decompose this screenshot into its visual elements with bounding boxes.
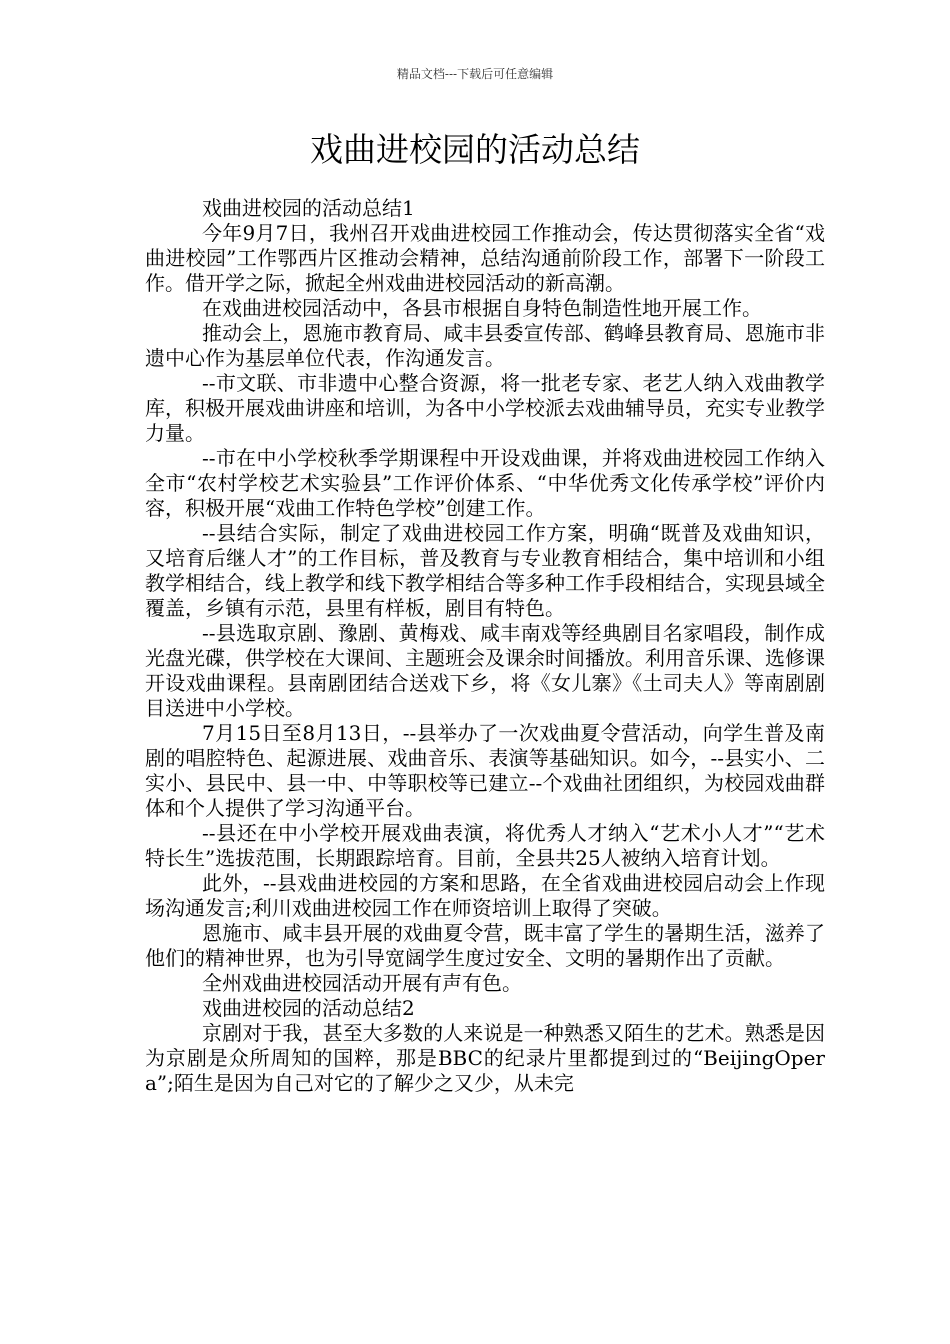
paragraph: 今年9月7日，我州召开戏曲进校园工作推动会，传达贯彻落实全省“戏曲进校园”工作鄂西片区推动会精神，总结沟通前阶段工作，部署下一阶段工作。借开学之际，掀起全州戏曲进校园活动的新高潮。 [145, 221, 825, 295]
paragraph: 7月15日至8月13日，--县举办了一次戏曲夏令营活动，向学生普及南剧的唱腔特色、起源进展、戏曲音乐、表演等基础知识。如今，--县实小、二实小、县民中、县一中、中等职校等已建立--个戏曲社团组织，为校园戏曲群体和个人提供了学习沟通平台。 [145, 721, 825, 820]
document-title: 戏曲进校园的活动总结 [310, 130, 640, 169]
paragraph: 在戏曲进校园活动中，各县市根据自身特色制造性地开展工作。 [202, 296, 762, 320]
paragraph: --县选取京剧、豫剧、黄梅戏、咸丰南戏等经典剧目名家唱段，制作成光盘光碟，供学校在大课间、主题班会及课余时间播放。利用音乐课、选修课开设戏曲课程。县南剧团结合送戏下乡，将《女儿寨》《土司夫人》等南剧剧目送进中小学校。 [145, 621, 825, 720]
paragraph: --市在中小学校秋季学期课程中开设戏曲课，并将戏曲进校园工作纳入全市“农村学校艺术实验县”工作评价体系、“中华优秀文化传承学校”评价内容，积极开展“戏曲工作特色学校”创建工作。 [145, 446, 825, 520]
paragraph: --市文联、市非遗中心整合资源，将一批老专家、老艺人纳入戏曲教学库，积极开展戏曲讲座和培训，为各中小学校派去戏曲辅导员，充实专业教学力量。 [145, 371, 825, 445]
paragraph-section-heading-2: 戏曲进校园的活动总结2 [202, 996, 415, 1020]
document-body [145, 196, 825, 1096]
paragraph: --县结合实际，制定了戏曲进校园工作方案，明确“既普及戏曲知识，又培育后继人才”的工作目标，普及教育与专业教育相结合，集中培训和小组教学相结合，线上教学和线下教学相结合等多种工作手段相结合，实现县域全覆盖，乡镇有示范，县里有样板，剧目有特色。 [145, 521, 825, 620]
paragraph-section-heading-1: 戏曲进校园的活动总结1 [202, 196, 415, 220]
paragraph: 全州戏曲进校园活动开展有声有色。 [202, 971, 522, 995]
paragraph: 恩施市、咸丰县开展的戏曲夏令营，既丰富了学生的暑期生活，滋养了他们的精神世界，也为引导宽阔学生度过安全、文明的暑期作出了贡献。 [145, 921, 825, 970]
header-note: 精品文档---下载后可任意编辑 [396, 67, 554, 81]
paragraph: --县还在中小学校开展戏曲表演，将优秀人才纳入“艺术小人才”“艺术特长生”选拔范围，长期跟踪培育。目前，全县共25人被纳入培育计划。 [145, 821, 825, 870]
paragraph: 推动会上，恩施市教育局、咸丰县委宣传部、鹤峰县教育局、恩施市非遗中心作为基层单位代表，作沟通发言。 [145, 321, 825, 370]
paragraph: 此外，--县戏曲进校园的方案和思路，在全省戏曲进校园启动会上作现场沟通发言;利川戏曲进校园工作在师资培训上取得了突破。 [145, 871, 825, 920]
paragraph: 京剧对于我，甚至大多数的人来说是一种熟悉又陌生的艺术。熟悉是因为京剧是众所周知的国粹，那是BBC的纪录片里都提到过的“BeijingOpera”;陌生是因为自己对它的了解少之又少，从未完 [145, 1021, 825, 1095]
